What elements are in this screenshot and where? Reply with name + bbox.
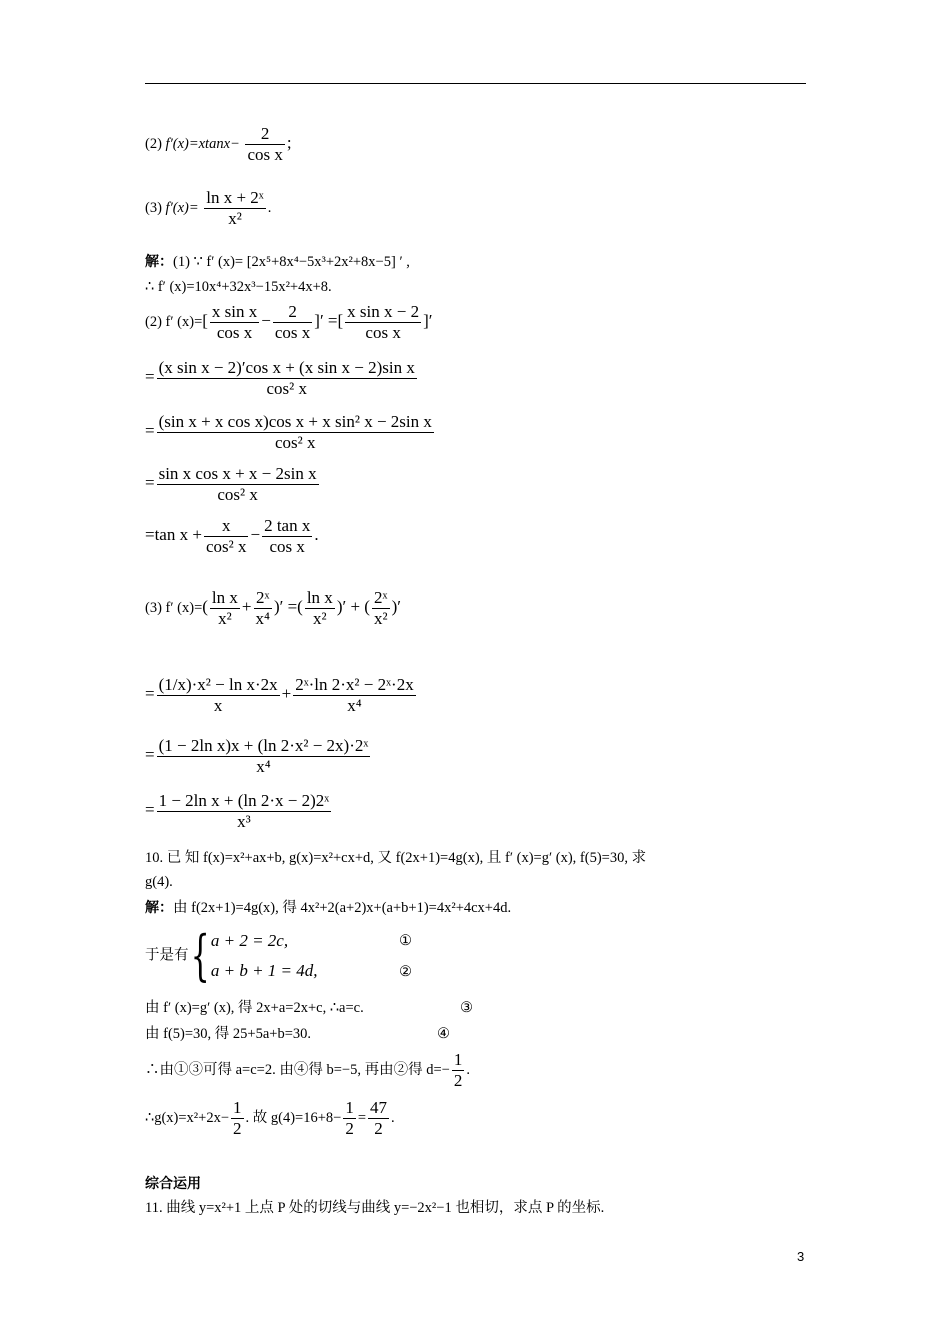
problem-3-fraction: $\frac{\text{ln x + 2ˣ}}{\text{x²}}$	[206, 188, 264, 228]
question-10-solution: 解：由 f(2x+1)=4g(x), 得 4x²+2(a+2)x+(a+b+1)=4x²+4cx+4d.	[145, 900, 512, 916]
header-rule	[145, 83, 806, 84]
solution-1-line-1: 解：(1) ∵ f′ (x)= [2x⁵+8x⁴−5x³+2x²+8x−5] ′ ,	[145, 254, 410, 270]
solution-2-line-4: = $\frac{\text{sin x cos x + x − 2sin x}}{\text{cos² x}}$	[145, 464, 317, 504]
question-10-line-4: 由 f(5)=30, 得 25+5a+b=30.	[145, 1026, 312, 1042]
solution-2-line-5: =tan x + $\frac{x}{\text{cos² x}}$ − $\frac{\text{2 tan x}}{\text{cos x}}$ .	[145, 516, 319, 556]
solution-1-line-2: ∴ f′ (x)=10x⁴+32x³−15x²+4x+8.	[145, 279, 332, 295]
solution-3-line-4: = $\frac{\text{1 − 2ln x + (ln 2·x − 2)2ˣ}}{\text{x³}}$	[145, 791, 330, 831]
solution-3-line-1: (3) f′ (x)=( $\frac{\text{ln x}}{\text{x²}}$ + $\frac{\text{2ˣ}}{\text{x⁴}}$ )′ =( $\frac{\text{ln x}}{\text{x²}}$ )′ + ( $\frac{\text{2ˣ}}{\text{x²}}$ )′	[145, 588, 401, 628]
question-10-line-1: 10. 已 知 f(x)=x²+ax+b, g(x)=x²+cx+d, 又 f(2x+1)=4g(x), 且 f′ (x)=g′ (x), f(5)=30, 求	[145, 850, 647, 866]
problem-2-fraction: $\frac{2}{\text{cos x}}$	[247, 124, 283, 164]
problem-2: (2) f′(x)=xtanx− $\frac{2}{\text{cos x}}$ ;	[145, 124, 292, 164]
section-title: 综合运用	[145, 1176, 201, 1192]
question-10-line-2: g(4).	[145, 874, 173, 890]
page-number: 3	[797, 1249, 805, 1264]
question-10-line-6: ∴g(x)=x²+2x− $\frac{1}{2}$ . 故 g(4)=16+8− $\frac{1}{2}$ = $\frac{47}{2}$ .	[145, 1098, 395, 1138]
solution-2-line-3: = $\frac{\text{(sin x + x cos x)cos x + x sin² x − 2sin x}}{\text{cos² x}}$	[145, 412, 432, 452]
mark-2: ②	[399, 964, 412, 980]
solution-2-line-1: (2) f′ (x)=[ $\frac{\text{x sin x}}{\text{cos x}}$ − $\frac{2}{\text{cos x}}$ ]′ =[ $\frac{\text{x sin x − 2}}{\text{cos x}}$ ]′	[145, 302, 433, 342]
mark-1: ①	[399, 933, 412, 949]
question-11: 11. 曲线 y=x²+1 上点 P 处的切线与曲线 y=−2x²−1 也相切，求点 P 的坐标.	[145, 1200, 605, 1216]
problem-3: (3) f′(x)= $\frac{\text{ln x + 2ˣ}}{\text{x²}}$ .	[145, 188, 272, 228]
mark-3: ③	[460, 1000, 473, 1016]
left-brace-icon: {	[190, 924, 210, 987]
question-10-line-3: 由 f′ (x)=g′ (x), 得 2x+a=2x+c, ∴a=c.	[145, 1000, 364, 1016]
solution-2-line-2: = $\frac{\text{(x sin x − 2)′cos x + (x sin x − 2)sin x}}{\text{cos² x}}$	[145, 358, 415, 398]
solution-3-line-2: = $\frac{\text{(1/x)·x² − ln x·2x}}{x}$ + $\frac{\text{2ˣ·ln 2·x² − 2ˣ·2x}}{\text{x⁴}}$	[145, 675, 414, 715]
equation-system: 于是有{ a + 2 = 2c, a + b + 1 = 4d,	[145, 924, 318, 987]
mark-4: ④	[437, 1026, 450, 1042]
solution-3-line-3: = $\frac{\text{(1 − 2ln x)x + (ln 2·x² − 2x)·2ˣ}}{\text{x⁴}}$	[145, 736, 369, 776]
question-10-line-5: ∴由①③可得 a=c=2. 由④得 b=−5, 再由②得 d=− $\frac{1}{2}$ .	[145, 1050, 470, 1090]
